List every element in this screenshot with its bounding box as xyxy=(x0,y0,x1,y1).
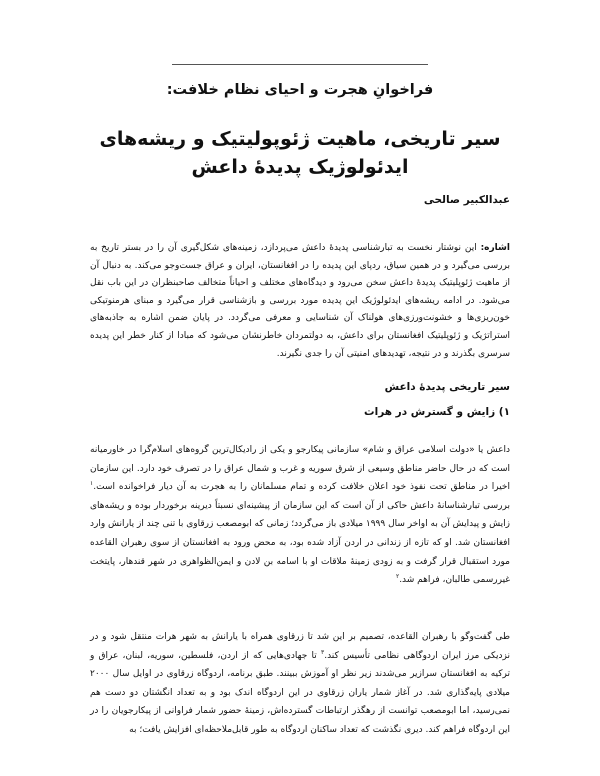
footnote-ref[interactable]: ۳ xyxy=(320,648,325,656)
footnote-ref[interactable]: ۲ xyxy=(395,573,400,581)
article-title xyxy=(60,125,540,181)
section-heading: سیر تاریخی پدیدۀ داعش xyxy=(384,381,510,393)
author-name: عبدالکبیر صالحی xyxy=(423,194,510,206)
footnote-ref[interactable]: ۱ xyxy=(90,480,94,488)
subsection-heading: ۱) زایش و گسترش در هرات xyxy=(364,406,510,418)
paragraph-text: طی گفت‌وگو با رهبران القاعده، تصمیم بر این شد تا زرقاوی همراه با یارانش به شهر هرات منتقل شود و در نزدیکی مرز ایران اردوگاهی نظامی تأسیس کند. xyxy=(90,632,511,661)
article-kicker: فراخوانِ هجرت و احیای نظام خلافت: xyxy=(166,82,434,98)
abstract-label: اشاره: xyxy=(480,243,510,253)
title-line-1: سیر تاریخی، ماهیت ژئوپولیتیک و ریشه‌های xyxy=(99,128,501,150)
title-line-2: ایدئولوژیک پدیدۀ داعش xyxy=(191,156,409,178)
header-rule xyxy=(172,64,428,65)
body-paragraph-2 xyxy=(90,628,510,740)
paragraph-text: بررسی تبارشناسانۀ داعش حاکی از آن است که این سازمان از پیشینه‌ای نسبتاً دیرینه برخوردار بوده و ریشه‌های زایش و پیدایش آن به اواخر سال ۱۹۹۹ میلادی باز می‌گردد؛ زمانی که ابومصعب زرقاوی با تنی چند از یارانش وارد افغانستان شد. او که تازه از زندانی در اردن آزاد شده بود، به محض ورود به افغانستان از سوی رهبران القاعده مورد استقبال قرار گرفت و به زودی زمینۀ ملاقات او با اسامه بن لادن و ایمن‌الظواهری در شهر قندهار، پایتخت غیررسمی طالبان، فراهم شد. xyxy=(89,500,510,586)
body-paragraph-1 xyxy=(90,441,510,590)
abstract-text: این نوشتار نخست به تبارشناسی پدیدۀ داعش می‌پردازد، زمینه‌های شکل‌گیری آن را در بستر تاریخ به بررسی می‌گیرد و در همین سیاق، ردپای این پدیده را در افغانستان، ایران و عراق جست‌وجو می‌کند. به دنبال آن از ماهیت ژئوپلیتیک پدیدۀ داعش سخن می‌رود و دیدگاه‌های مختلف و احیاناً متخالف صاحبنظران در این باب نقل می‌شود. در ادامه ریشه‌های ایدئولوژیک این پدیده مورد بررسی و بازشناسی قرار می‌گیرد و مبنای هرمنوتیکی خون‌ریزی‌ها و خشونت‌ورزی‌های هولناک آن شناسایی و معرفی می‌گردد. در پایان ضمن اشاره به جاذبه‌های استراتژیک و ژئوپلیتیک افغانستان برای داعش، به دولتمردان خاطرنشان می‌شود که مبادا از کنار خطر این پدیده سرسری بگذرند و در نتیجه، تهدیدهای امنیتی آن را جدی نگیرند. xyxy=(90,243,510,359)
abstract xyxy=(90,240,510,363)
paragraph-text: تا جهادی‌هایی که از اردن، فلسطین، سوریه، لبنان، عراق و ترکیه به افغانستان سرازیر می‌شدند زیر نظر او آموزش ببینند. طبق برنامه، اردوگاه زرقاوی در اوایل سال ۲۰۰۰ میلادی پایه‌گذاری شد. در آغاز شمار یاران زرقاوی در این اردوگاه اندک بود و به تعداد انگشتان دو دست هم نمی‌رسید، اما ابومصعب توانست از رهگذر ارتباطات گسترده‌اش، زمینۀ حضور شمار فراوانی از پیکارجویان را در این اردوگاه فراهم کند. دیری نگذشت که تعداد ساکنان اردوگاه به طور قابل‌ملاحظه‌ای افزایش یافت؛ به xyxy=(90,650,510,735)
paragraph-text: داعش یا «دولت اسلامی عراق و شام» سازمانی پیکارجو و یکی از رادیکال‌ترین گروه‌های اسلام‌گرا در خاورمیانه است که در حال حاضر مناطق وسیعی از شرق سوریه و غرب و شمال عراق را در تصرف خود دارد. این سازمان اخیرا در مناطق تحت نفوذ خود اعلان خلافت کرده و تمام مسلمانان را به هجرت به آن دیار فراخوانده است. xyxy=(90,445,510,493)
